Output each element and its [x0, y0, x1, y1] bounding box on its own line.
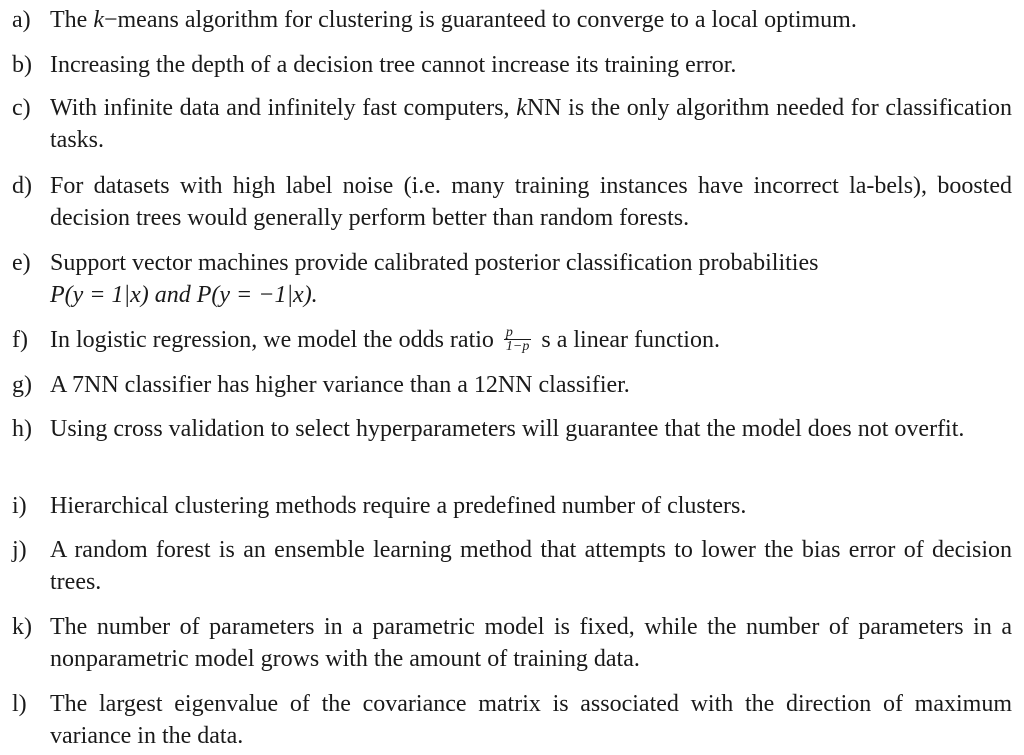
question-text: The number of parameters in a parametric model is fixed, while the number of parameters in a nonparametric model grows with the amount of training data.: [50, 614, 1012, 672]
question-label: a): [12, 7, 31, 33]
question-text: Hierarchical clustering methods require a predefined number of clusters.: [50, 493, 747, 519]
question-text: Support vector machines provide calibrated posterior classification probabilities P(y = 1|x) and P(y = −1|x).: [50, 250, 819, 308]
question-label: j): [12, 537, 27, 563]
question-text: Using cross validation to select hyperparameters will guarantee that the model does not overfit.: [50, 416, 965, 442]
question-label: e): [12, 250, 31, 276]
question-text: Increasing the depth of a decision tree cannot increase its training error.: [50, 52, 737, 78]
question-label: h): [12, 416, 32, 442]
question-text: For datasets with high label noise (i.e. many training instances have incorrect la-bels), boosted decision trees would generally perform better than random forests.: [50, 173, 1012, 231]
question-label: k): [12, 614, 32, 640]
question-text: With infinite data and infinitely fast computers, kNN is the only algorithm needed for classification tasks.: [50, 95, 1012, 153]
odds-fraction: $\frac{p}{1-p}$: [505, 324, 530, 354]
question-text: A random forest is an ensemble learning method that attempts to lower the bias error of decision trees.: [50, 537, 1012, 595]
question-label: c): [12, 95, 31, 121]
question-label: g): [12, 372, 32, 398]
question-label: d): [12, 173, 32, 199]
question-label: b): [12, 52, 32, 78]
math-probabilities: P(y = 1|x) and P(y = −1|x).: [50, 282, 318, 308]
question-text: A 7NN classifier has higher variance than a 12NN classifier.: [50, 372, 630, 398]
question-text: The k−means algorithm for clustering is guaranteed to converge to a local optimum.: [50, 7, 857, 33]
math-k: k: [93, 7, 104, 33]
question-label: l): [12, 691, 27, 717]
question-label: i): [12, 493, 27, 519]
question-text: The largest eigenvalue of the covariance matrix is associated with the direction of maximum variance in the data.: [50, 691, 1012, 749]
math-k: k: [516, 95, 527, 121]
question-text: In logistic regression, we model the odds ratio $\frac{p}{1-p}$ s a linear function.: [50, 324, 720, 354]
question-label: f): [12, 327, 28, 353]
